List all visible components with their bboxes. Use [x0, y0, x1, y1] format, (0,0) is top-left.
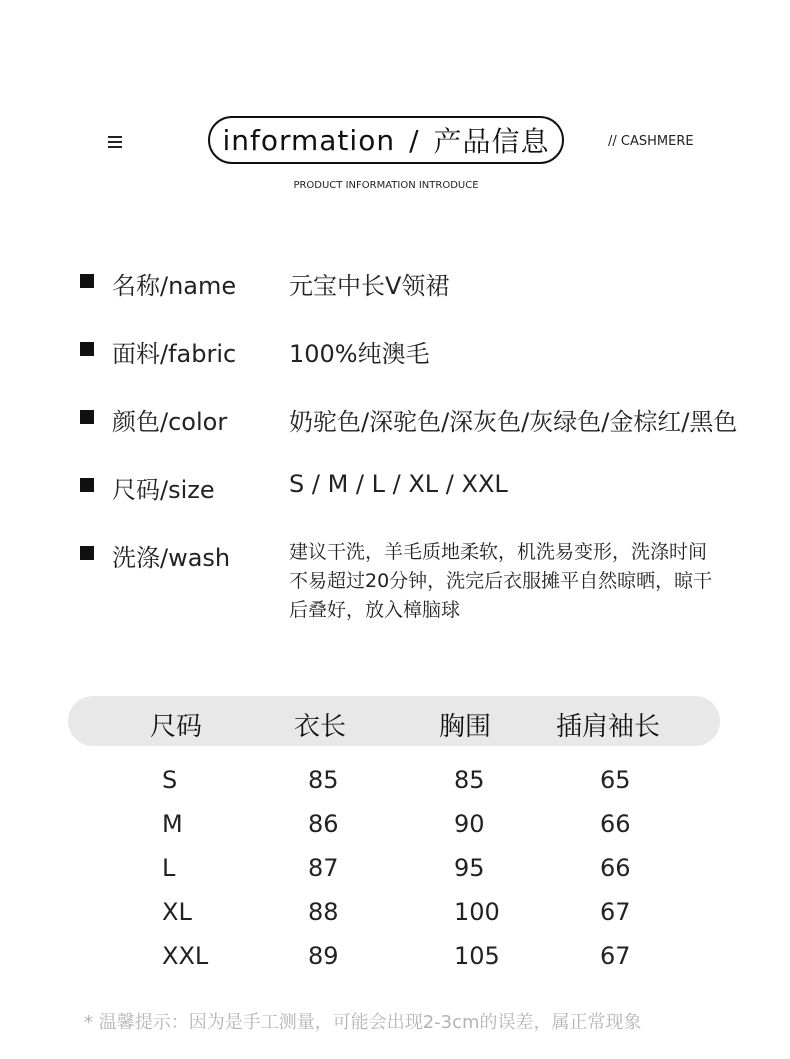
- measurement-note: * 温馨提示：因为是手工测量，可能会出现2-3cm的误差，属正常现象: [84, 1012, 642, 1033]
- table-cell: 65: [600, 766, 631, 794]
- table-cell: 66: [600, 810, 631, 838]
- info-label: 尺码/size: [112, 476, 215, 504]
- table-cell: XL: [162, 898, 192, 926]
- table-cell: 86: [308, 810, 339, 838]
- size-table-header: [68, 696, 720, 746]
- table-cell: 90: [454, 810, 485, 838]
- column-header: 衣长: [294, 712, 347, 742]
- bullet-icon: [80, 478, 94, 492]
- bullet-icon: [80, 274, 94, 288]
- bullet-icon: [80, 342, 94, 356]
- menu-icon: [108, 136, 122, 148]
- bullet-icon: [80, 410, 94, 424]
- table-cell: XXL: [162, 942, 209, 970]
- table-cell: 95: [454, 854, 485, 882]
- table-cell: M: [162, 810, 183, 838]
- table-cell: 85: [454, 766, 485, 794]
- info-value: 奶驼色/深驼色/深灰色/灰绿色/金棕红/黑色: [289, 408, 738, 436]
- info-label: 颜色/color: [112, 408, 228, 436]
- info-value: S / M / L / XL / XXL: [289, 470, 508, 498]
- table-row: [0, 898, 790, 928]
- info-value: 100%纯澳毛: [289, 340, 430, 368]
- column-header: 尺码: [150, 712, 203, 742]
- table-cell: 105: [454, 942, 500, 970]
- subtitle: PRODUCT INFORMATION INTRODUCE: [293, 180, 479, 191]
- title-cn: 产品信息: [433, 125, 550, 158]
- title-en: information: [222, 123, 396, 157]
- table-row: [0, 942, 790, 972]
- info-value: 建议干洗，羊毛质地柔软，机洗易变形，洗涤时间不易超过20分钟，洗完后衣服摊平自然晾晒，晾干后叠好，放入樟脑球: [289, 541, 713, 621]
- column-header: 插肩袖长: [556, 712, 661, 742]
- table-cell: 67: [600, 942, 631, 970]
- table-row: [0, 854, 790, 884]
- info-label: 名称/name: [112, 272, 237, 300]
- table-row: [0, 810, 790, 840]
- info-value: 元宝中长V领裙: [289, 272, 450, 300]
- info-label: 面料/fabric: [112, 340, 237, 368]
- column-header: 胸围: [439, 712, 492, 742]
- table-cell: 67: [600, 898, 631, 926]
- table-cell: 85: [308, 766, 339, 794]
- table-cell: 66: [600, 854, 631, 882]
- table-cell: 88: [308, 898, 339, 926]
- table-cell: 87: [308, 854, 339, 882]
- title-pill: [208, 116, 564, 164]
- table-cell: S: [162, 766, 178, 794]
- brand-label: // CASHMERE: [608, 134, 694, 149]
- table-cell: L: [162, 854, 176, 882]
- table-row: [0, 766, 790, 796]
- bullet-icon: [80, 546, 94, 560]
- info-label: 洗涤/wash: [112, 544, 231, 572]
- table-cell: 89: [308, 942, 339, 970]
- table-cell: 100: [454, 898, 500, 926]
- title-separator: /: [409, 123, 420, 157]
